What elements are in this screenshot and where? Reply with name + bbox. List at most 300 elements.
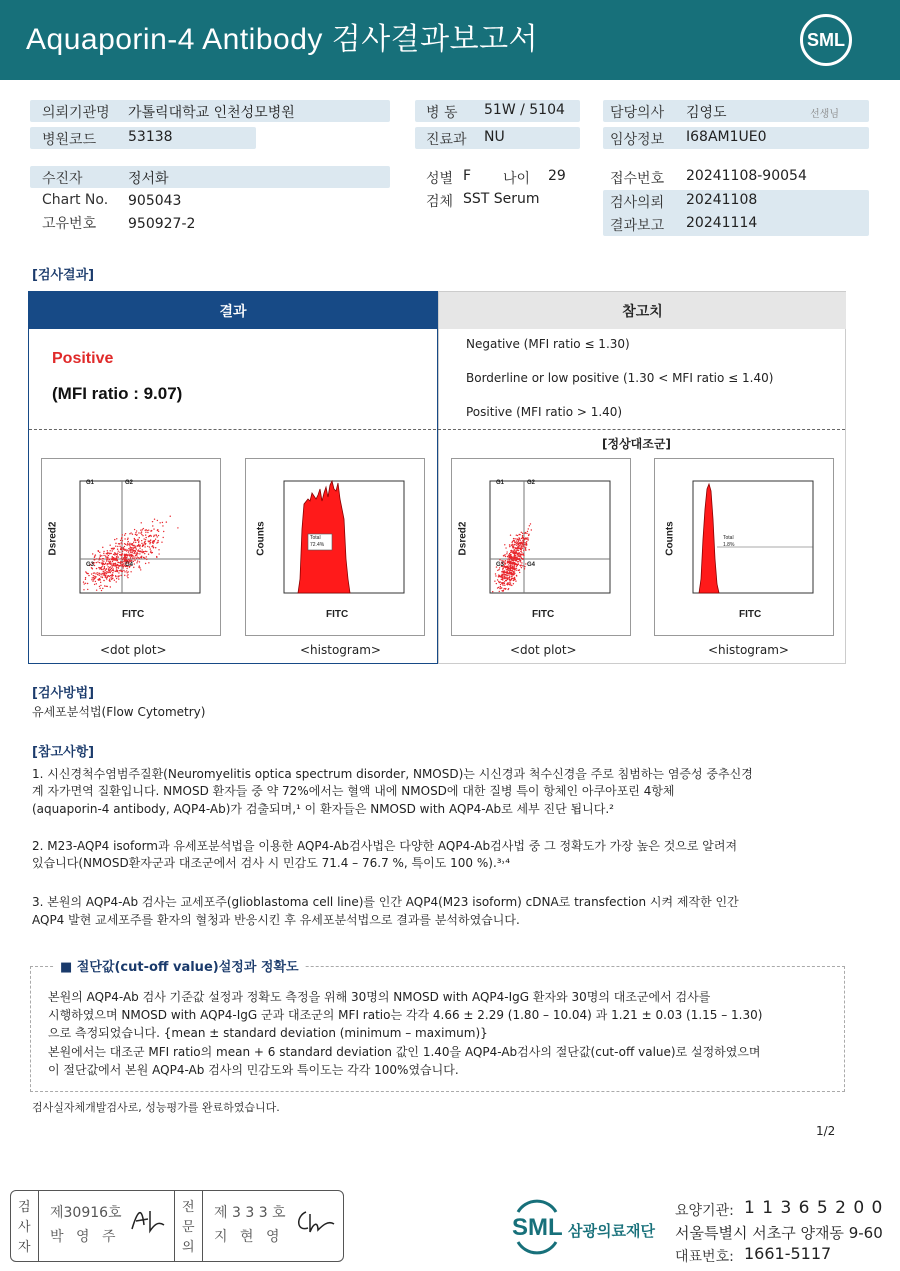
org-address: 서울특별시 서초구 양재동 9-60 xyxy=(675,1224,883,1242)
scatter-dot xyxy=(133,547,134,548)
scatter-dot xyxy=(120,565,121,566)
scatter-dot xyxy=(510,584,511,585)
y-axis-label: Dsred2 xyxy=(47,521,59,556)
scatter-dot xyxy=(88,575,89,576)
scatter-dot xyxy=(141,543,142,544)
scatter-dot xyxy=(109,579,110,580)
scatter-dot xyxy=(130,550,131,551)
specimen-value: SST Serum xyxy=(463,191,540,207)
scatter-dot xyxy=(100,559,101,560)
scatter-dot xyxy=(94,565,95,566)
scatter-dot xyxy=(115,546,116,547)
scatter-dot xyxy=(99,578,100,579)
scatter-dot xyxy=(143,528,144,529)
x-axis-label: FITC xyxy=(326,609,349,620)
scatter-dot xyxy=(87,583,88,584)
scatter-dot xyxy=(157,529,158,530)
scatter-dot xyxy=(114,559,115,560)
scatter-dot xyxy=(138,532,139,533)
scatter-dot xyxy=(133,567,134,568)
scatter-dot xyxy=(158,549,159,550)
scatter-dot xyxy=(506,569,507,570)
scatter-dot xyxy=(162,525,163,526)
scatter-dot xyxy=(121,557,122,558)
scatter-dot xyxy=(135,542,136,543)
scatter-dot xyxy=(514,564,515,565)
scatter-dot xyxy=(140,551,141,552)
scatter-dot xyxy=(106,564,107,565)
inspector-signature-icon xyxy=(128,1205,168,1235)
scatter-dot xyxy=(527,531,528,532)
code-label: 요양기관: xyxy=(675,1203,734,1219)
scatter-dot xyxy=(99,567,100,568)
scatter-dot xyxy=(85,579,86,580)
scatter-dot xyxy=(505,556,506,557)
scatter-dot xyxy=(518,561,519,562)
scatter-dot xyxy=(520,542,521,543)
scatter-dot xyxy=(108,570,109,571)
scatter-dot xyxy=(122,534,123,535)
scatter-dot xyxy=(502,584,503,585)
scatter-dot xyxy=(129,533,130,534)
scatter-dot xyxy=(519,552,520,553)
scatter-dot xyxy=(510,556,511,557)
scatter-dot xyxy=(139,553,140,554)
scatter-dot xyxy=(509,575,510,576)
scatter-dot xyxy=(145,530,146,531)
scatter-dot xyxy=(115,563,116,564)
scatter-dot xyxy=(501,576,502,577)
scatter-dot xyxy=(503,583,504,584)
scatter-dot xyxy=(521,549,522,550)
scatter-dot xyxy=(509,579,510,580)
scatter-dot xyxy=(112,561,113,562)
scatter-dot xyxy=(512,563,513,564)
specialist-label-char: 의 xyxy=(182,1240,195,1255)
scatter-dot xyxy=(97,561,98,562)
scatter-dot xyxy=(517,561,518,562)
scatter-dot xyxy=(498,576,499,577)
scatter-dot xyxy=(526,537,527,538)
scatter-dot xyxy=(128,551,129,552)
scatter-dot xyxy=(156,557,157,558)
scatter-dot xyxy=(145,543,146,544)
scatter-dot xyxy=(519,545,520,546)
scatter-dot xyxy=(128,544,129,545)
scatter-dot xyxy=(506,577,507,578)
scatter-dot xyxy=(503,572,504,573)
scatter-dot xyxy=(122,540,123,541)
report-value: 20241114 xyxy=(686,215,758,231)
patient-row xyxy=(30,166,390,188)
scatter-dot xyxy=(135,532,136,533)
scatter-dot xyxy=(116,569,117,570)
scatter-dot xyxy=(506,553,507,554)
scatter-dot xyxy=(508,562,509,563)
sex-label: 성별 xyxy=(426,171,454,187)
scatter-dot xyxy=(121,542,122,543)
scatter-dot xyxy=(512,578,513,579)
scatter-dot xyxy=(516,552,517,553)
scatter-dot xyxy=(152,525,153,526)
scatter-dot xyxy=(513,583,514,584)
scatter-dot xyxy=(499,559,500,560)
scatter-dot xyxy=(117,553,118,554)
scatter-dot xyxy=(102,574,103,575)
reference-header: 참고치 xyxy=(439,292,846,329)
gate-g4: G4 xyxy=(527,562,536,568)
age-label: 나이 xyxy=(503,171,531,187)
code-value: 1 1 3 6 5 2 0 0 xyxy=(744,1198,884,1218)
scatter-dot xyxy=(99,552,100,553)
scatter-dot xyxy=(513,540,514,541)
hospital-code-label: 병원코드 xyxy=(42,132,97,148)
scatter-dot xyxy=(118,567,119,568)
scatter-dot xyxy=(141,540,142,541)
scatter-dot xyxy=(127,543,128,544)
scatter-dot xyxy=(507,558,508,559)
cutoff-line-3: 으로 측정되었습니다. {mean ± standard deviation (minimum – maximum)} xyxy=(48,1026,488,1040)
ref-borderline: Borderline or low positive (1.30 < MFI ratio ≤ 1.40) xyxy=(466,371,774,385)
doctor-suffix: 선생님 xyxy=(810,109,839,120)
scatter-dot xyxy=(112,572,113,573)
scatter-dot xyxy=(105,570,106,571)
scatter-dot xyxy=(135,555,136,556)
scatter-dot xyxy=(116,565,117,566)
scatter-dot xyxy=(114,565,115,566)
institution-label: 의뢰기관명 xyxy=(42,105,110,121)
scatter-dot xyxy=(508,564,509,565)
dept-value: NU xyxy=(484,129,505,145)
scatter-dot xyxy=(511,542,512,543)
scatter-dot xyxy=(109,580,110,581)
uid-label: 고유번호 xyxy=(42,216,97,232)
scatter-dot xyxy=(92,580,93,581)
scatter-dot xyxy=(99,586,100,587)
scatter-dot xyxy=(110,575,111,576)
scatter-dot xyxy=(108,568,109,569)
scatter-dot xyxy=(501,587,502,588)
scatter-dot xyxy=(505,578,506,579)
scatter-dot xyxy=(121,564,122,565)
scatter-dot xyxy=(96,568,97,569)
page-number: 1/2 xyxy=(816,1124,836,1138)
scatter-dot xyxy=(105,577,106,578)
scatter-dot xyxy=(140,529,141,530)
scatter-dot xyxy=(139,561,140,562)
scatter-dot xyxy=(93,575,94,576)
scatter-dot xyxy=(96,583,97,584)
scatter-dot xyxy=(100,556,101,557)
scatter-dot xyxy=(107,586,108,587)
scatter-dot xyxy=(516,545,517,546)
scatter-dot xyxy=(509,556,510,557)
gate-g1: G1 xyxy=(86,480,95,486)
scatter-dot xyxy=(101,566,102,567)
scatter-dot xyxy=(154,540,155,541)
scatter-dot xyxy=(520,547,521,548)
note-2-line-2: 있습니다(NMOSD환자군과 대조군에서 검사 시 민감도 71.4 – 76.7 %, 특이도 100 %).³˒⁴ xyxy=(32,856,511,870)
scatter-dot xyxy=(522,542,523,543)
scatter-dot xyxy=(513,544,514,545)
scatter-dot xyxy=(105,557,106,558)
scatter-dot xyxy=(516,535,517,536)
receipt-label: 접수번호 xyxy=(610,171,665,187)
cutoff-line-1: 본원의 AQP4-Ab 검사 기준값 설정과 정확도 측정을 위해 30명의 NMOSD with AQP4-IgG 환자와 30명의 대조군에서 검사를 xyxy=(48,990,711,1004)
scatter-dot xyxy=(505,560,506,561)
patient-histogram xyxy=(245,458,425,636)
scatter-dot xyxy=(502,570,503,571)
scatter-dot xyxy=(155,547,156,548)
scatter-dot xyxy=(105,555,106,556)
scatter-dot xyxy=(150,539,151,540)
scatter-dot xyxy=(94,572,95,573)
scatter-dot xyxy=(177,527,178,528)
scatter-dot xyxy=(521,552,522,553)
scatter-dot xyxy=(136,530,137,531)
scatter-dot xyxy=(112,574,113,575)
scatter-dot xyxy=(139,567,140,568)
scatter-dot xyxy=(515,553,516,554)
scatter-dot xyxy=(102,558,103,559)
scatter-dot xyxy=(114,539,115,540)
scatter-dot xyxy=(108,561,109,562)
scatter-dot xyxy=(502,591,503,592)
results-section-title: [검사결과] xyxy=(32,268,95,283)
ward-label: 병 동 xyxy=(426,105,458,121)
scatter-dot xyxy=(131,554,132,555)
scatter-dot xyxy=(92,568,93,569)
scatter-dot xyxy=(517,557,518,558)
phone-label: 대표번호: xyxy=(675,1249,734,1265)
scatter-dot xyxy=(104,573,105,574)
phone-value: 1661-5117 xyxy=(744,1244,832,1263)
scatter-dot xyxy=(84,583,85,584)
scatter-dot xyxy=(144,546,145,547)
scatter-dot xyxy=(137,553,138,554)
scatter-dot xyxy=(157,520,158,521)
scatter-dot xyxy=(134,538,135,539)
scatter-dot xyxy=(131,560,132,561)
scatter-dot xyxy=(518,539,519,540)
scatter-dot xyxy=(513,553,514,554)
scatter-dot xyxy=(107,553,108,554)
scatter-dot xyxy=(145,532,146,533)
scatter-dot xyxy=(155,539,156,540)
scatter-dot xyxy=(104,568,105,569)
sign-divider-1 xyxy=(38,1190,39,1262)
scatter-dot xyxy=(125,554,126,555)
scatter-dot xyxy=(100,576,101,577)
scatter-dot xyxy=(524,539,525,540)
scatter-dot xyxy=(135,534,136,535)
note-1-line-2: 계 자가면역 질환입니다. NMOSD 환자들 중 약 72%에서는 혈액 내에 NMOSD에 대한 질병 특이 항체인 아쿠아포린 4항체 xyxy=(32,784,675,798)
scatter-dot xyxy=(111,553,112,554)
specialist-label xyxy=(182,1198,195,1258)
scatter-dot xyxy=(127,574,128,575)
scatter-dot xyxy=(144,558,145,559)
scatter-dot xyxy=(520,539,521,540)
scatter-dot xyxy=(152,545,153,546)
institution-value: 가톨릭대학교 인천성모병원 xyxy=(128,105,295,121)
scatter-dot xyxy=(504,544,505,545)
scatter-dot xyxy=(515,557,516,558)
scatter-dot xyxy=(95,554,96,555)
ward-value: 51W / 5104 xyxy=(484,102,565,118)
scatter-dot xyxy=(129,543,130,544)
scatter-dot xyxy=(142,551,143,552)
scatter-dot xyxy=(498,569,499,570)
uid-value: 950927-2 xyxy=(128,216,196,232)
scatter-dot xyxy=(513,571,514,572)
scatter-dot xyxy=(518,541,519,542)
scatter-dot xyxy=(118,550,119,551)
age-value: 29 xyxy=(548,168,566,184)
scatter-dot xyxy=(505,580,506,581)
scatter-dot xyxy=(106,568,107,569)
cutoff-line-4: 본원에서는 대조군 MFI ratio의 mean + 6 standard deviation 값인 1.40을 AQP4-Ab검사의 절단값(cut-off value)로 설정하였으며 xyxy=(48,1045,761,1059)
scatter-dot xyxy=(107,550,108,551)
scatter-dot xyxy=(136,548,137,549)
scatter-dot xyxy=(522,537,523,538)
specialist-signature-icon xyxy=(294,1208,338,1236)
scatter-dot xyxy=(145,534,146,535)
scatter-dot xyxy=(496,583,497,584)
scatter-dot xyxy=(107,566,108,567)
scatter-dot xyxy=(510,558,511,559)
scatter-dot xyxy=(98,559,99,560)
scatter-dot xyxy=(116,581,117,582)
scatter-dot xyxy=(127,577,128,578)
scatter-dot xyxy=(519,558,520,559)
scatter-dot xyxy=(149,546,150,547)
scatter-dot xyxy=(131,543,132,544)
scatter-dot xyxy=(120,575,121,576)
scatter-dot xyxy=(87,573,88,574)
inspector-label-char: 검 xyxy=(18,1200,31,1215)
scatter-dot xyxy=(123,566,124,567)
scatter-dot xyxy=(114,554,115,555)
scatter-dot xyxy=(112,568,113,569)
scatter-dot xyxy=(150,542,151,543)
scatter-dot xyxy=(521,562,522,563)
scatter-dot xyxy=(504,577,505,578)
scatter-dot xyxy=(524,546,525,547)
scatter-dot xyxy=(108,575,109,576)
scatter-dot xyxy=(514,562,515,563)
scatter-dot xyxy=(102,560,103,561)
scatter-dot xyxy=(116,558,117,559)
inspector-label xyxy=(18,1198,31,1258)
scatter-dot xyxy=(516,559,517,560)
scatter-dot xyxy=(137,560,138,561)
scatter-dot xyxy=(122,564,123,565)
scatter-dot xyxy=(510,582,511,583)
scatter-dot xyxy=(511,550,512,551)
control-label: [정상대조군] xyxy=(602,437,671,451)
scatter-dot xyxy=(517,565,518,566)
scatter-dot xyxy=(110,569,111,570)
scatter-dot xyxy=(101,562,102,563)
scatter-dot xyxy=(162,522,163,523)
scatter-dot xyxy=(133,542,134,543)
scatter-dot xyxy=(148,554,149,555)
scatter-dot xyxy=(132,552,133,553)
scatter-dot xyxy=(495,575,496,576)
scatter-dot xyxy=(499,582,500,583)
scatter-dot xyxy=(127,575,128,576)
scatter-dot xyxy=(509,554,510,555)
scatter-dot xyxy=(128,550,129,551)
hospital-code-value: 53138 xyxy=(128,129,173,145)
gate-g2: G2 xyxy=(527,480,536,486)
result-value: Positive xyxy=(52,350,114,367)
chart-label: Chart No. xyxy=(42,192,109,208)
scatter-dot xyxy=(115,576,116,577)
scatter-dot xyxy=(514,568,515,569)
scatter-dot xyxy=(99,573,100,574)
scatter-dot xyxy=(106,560,107,561)
scatter-dot xyxy=(116,560,117,561)
scatter-dot xyxy=(138,542,139,543)
scatter-dot xyxy=(113,570,114,571)
scatter-dot xyxy=(119,562,120,563)
scatter-dot xyxy=(103,580,104,581)
scatter-dot xyxy=(514,573,515,574)
scatter-dot xyxy=(120,558,121,559)
scatter-dot xyxy=(508,570,509,571)
scatter-dot xyxy=(125,544,126,545)
scatter-dot xyxy=(112,566,113,567)
gate-g3: G3 xyxy=(496,562,505,568)
scatter-dot xyxy=(156,535,157,536)
scatter-dot xyxy=(504,576,505,577)
scatter-dot xyxy=(508,588,509,589)
scatter-dot xyxy=(516,542,517,543)
scatter-dot xyxy=(103,573,104,574)
scatter-dot xyxy=(158,553,159,554)
scatter-dot xyxy=(513,551,514,552)
scatter-dot xyxy=(138,544,139,545)
scatter-dot xyxy=(131,549,132,550)
scatter-dot xyxy=(505,547,506,548)
scatter-dot xyxy=(102,564,103,565)
scatter-dot xyxy=(518,534,519,535)
scatter-dot xyxy=(100,574,101,575)
scatter-dot xyxy=(504,554,505,555)
scatter-dot xyxy=(157,540,158,541)
scatter-dot xyxy=(123,557,124,558)
scatter-dot xyxy=(141,522,142,523)
scatter-dot xyxy=(136,555,137,556)
scatter-dot xyxy=(516,548,517,549)
scatter-dot xyxy=(515,551,516,552)
patient-value: 정서화 xyxy=(128,171,169,187)
scatter-dot xyxy=(124,575,125,576)
scatter-dot xyxy=(500,586,501,587)
scatter-dot xyxy=(511,560,512,561)
request-value: 20241108 xyxy=(686,192,758,208)
control-dot-plot xyxy=(451,458,631,636)
scatter-dot xyxy=(123,567,124,568)
scatter-dot xyxy=(100,582,101,583)
scatter-dot xyxy=(510,552,511,553)
scatter-dot xyxy=(126,559,127,560)
scatter-dot xyxy=(516,568,517,569)
scatter-dot xyxy=(102,547,103,548)
scatter-dot xyxy=(96,558,97,559)
patient-dot-plot xyxy=(41,458,221,636)
